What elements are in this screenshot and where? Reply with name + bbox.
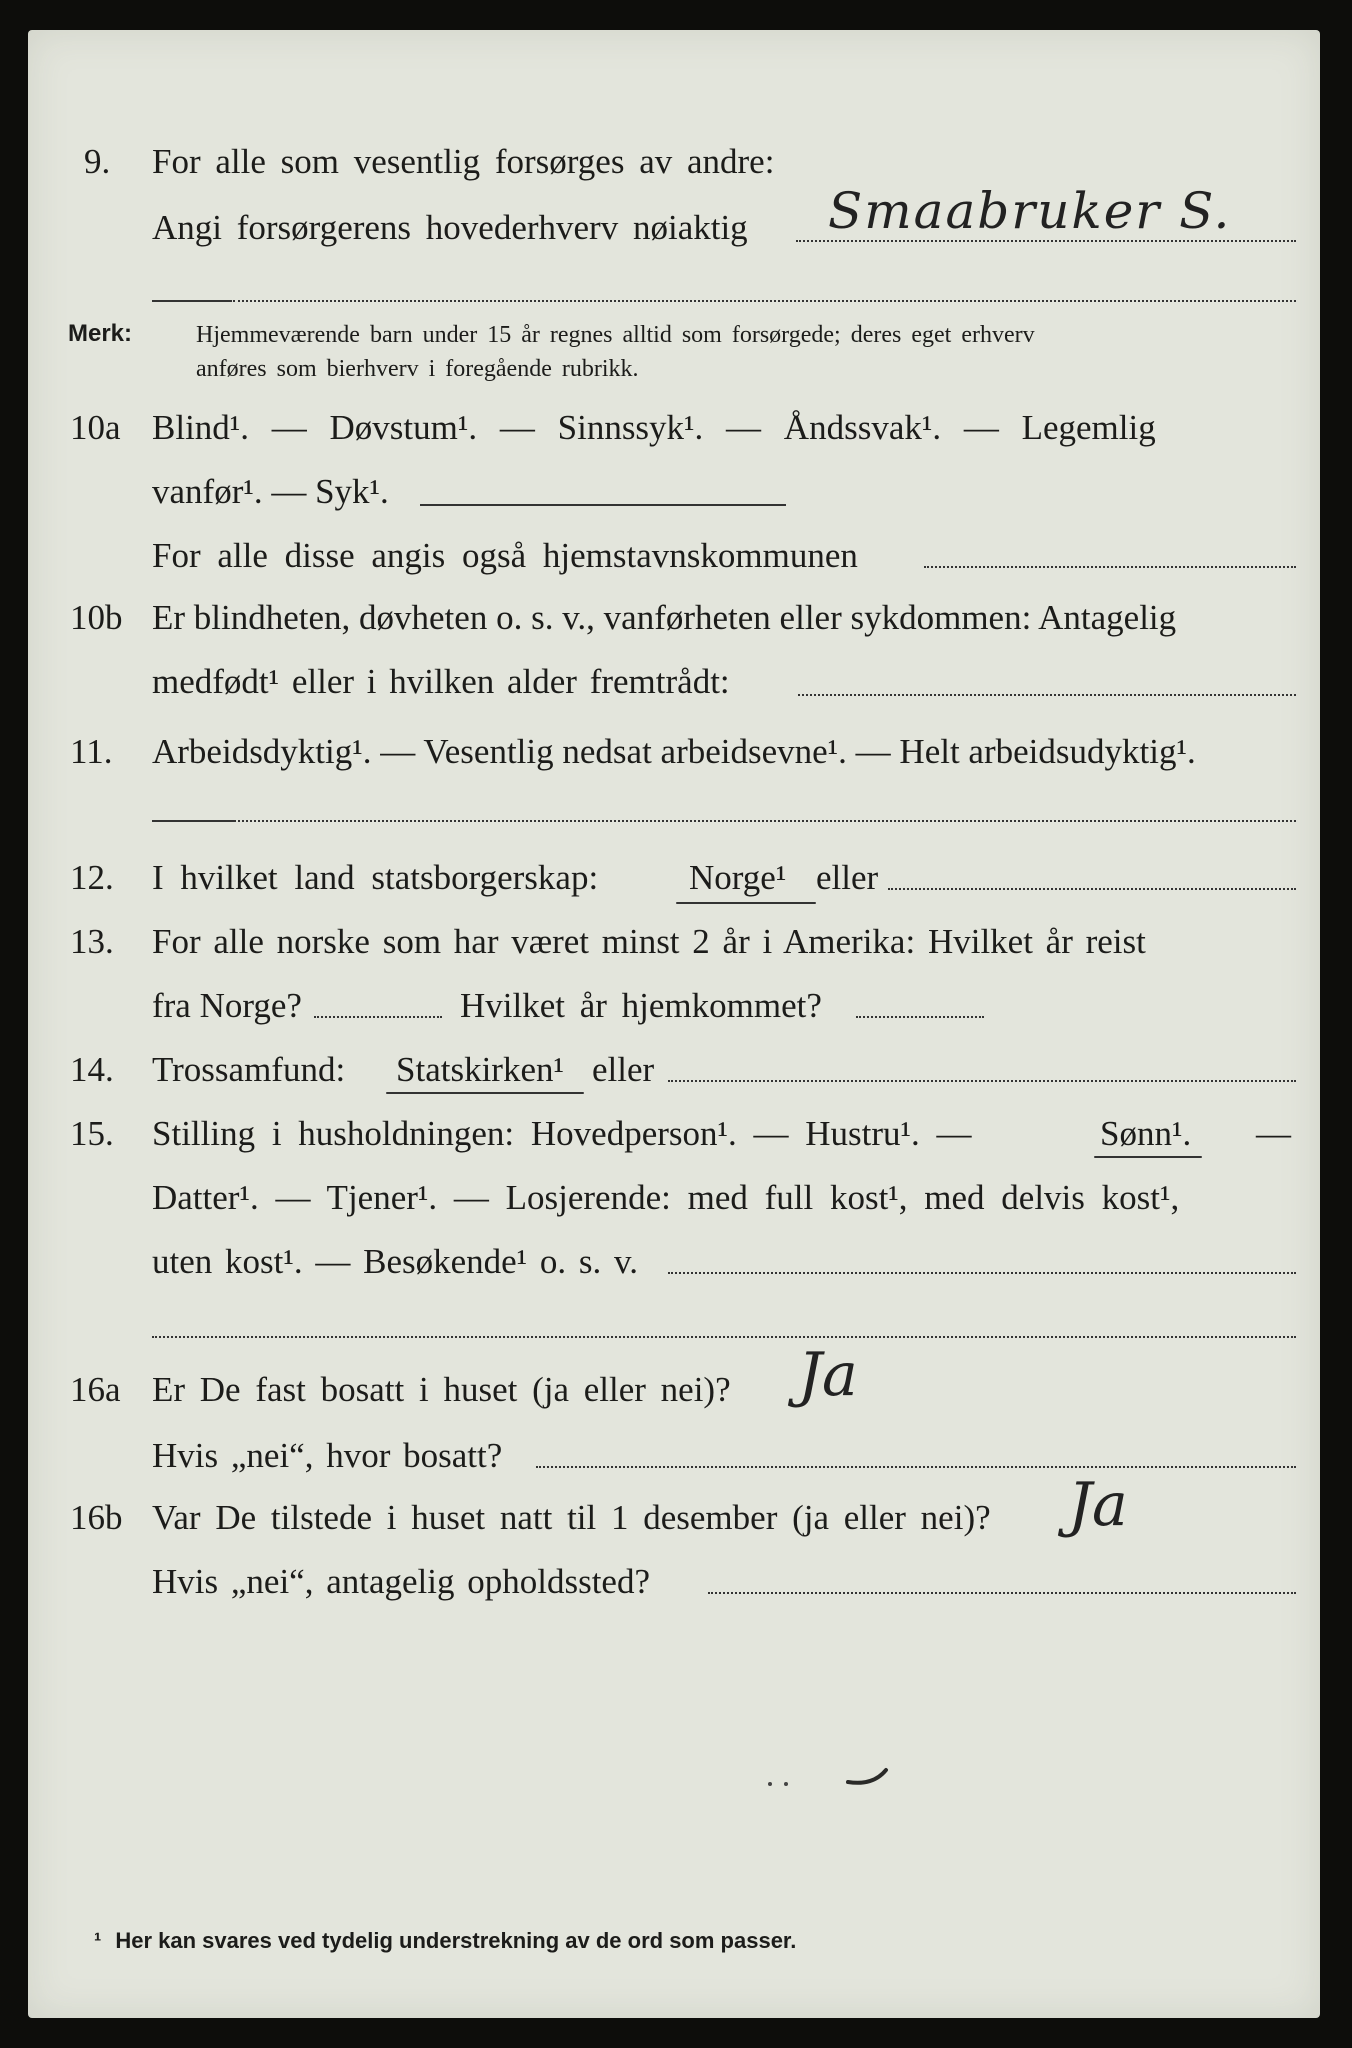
q10b-number: 10b xyxy=(70,598,123,637)
q10a-line1: Blind¹. — Døvstum¹. — Sinnssyk¹. — Åndssvak¹. — Legemlig xyxy=(152,408,1156,447)
q16a-number: 16a xyxy=(70,1370,121,1409)
q14-label: Trossamfund: xyxy=(152,1050,346,1089)
q10b-line2: medfødt¹ eller i hvilken alder fremtrådt: xyxy=(152,662,730,701)
q12-line1: I hvilket land statsborgerskap: xyxy=(152,858,599,897)
q9-number: 9. xyxy=(84,142,111,181)
q11-line1: Arbeidsdyktig¹. — Vesentlig nedsat arbeidsevne¹. — Helt arbeidsudyktig¹. xyxy=(152,732,1196,771)
q13-hjem-line xyxy=(856,1016,984,1018)
q12-eller: eller xyxy=(816,858,879,897)
q9-blank-line-left xyxy=(152,300,232,302)
q15-sonn-underline xyxy=(1094,1156,1202,1158)
q10a-syk-line xyxy=(420,504,786,506)
q12-answer-line xyxy=(888,888,1296,890)
q13-line2b: Hvilket år hjemkommet? xyxy=(460,986,822,1025)
q15-extra-line xyxy=(152,1336,1296,1338)
census-form-page xyxy=(28,30,1320,2018)
q16b-number: 16b xyxy=(70,1498,123,1537)
footnote-text: Her kan svares ved tydelig understrekning av de ord som passer. xyxy=(115,1928,797,1953)
q9-line1: For alle som vesentlig forsørges av andre: xyxy=(152,142,775,181)
q15-line1a: Stilling i husholdningen: Hovedperson¹. — Hustru¹. — xyxy=(152,1114,972,1153)
q16a-line1: Er De fast bosatt i huset (ja eller nei)? xyxy=(152,1370,731,1409)
q16b-answer-line xyxy=(708,1592,1296,1594)
q15-answer-line xyxy=(668,1272,1296,1274)
q12-number: 12. xyxy=(70,858,114,897)
q10a-number: 10a xyxy=(70,408,121,447)
q14-statskirken-underline xyxy=(386,1092,584,1094)
q14-eller: eller xyxy=(592,1050,655,1089)
q16b-handwritten-answer: Ja xyxy=(1068,1470,1128,1540)
merk-label: Merk: xyxy=(68,320,133,347)
q13-number: 13. xyxy=(70,922,114,961)
footnote-mark: ¹ xyxy=(94,1928,102,1953)
merk-line1: Hjemmeværende barn under 15 år regnes alltid som forsørgede; deres eget erhverv xyxy=(196,322,1035,348)
q9-answer-line xyxy=(796,240,1296,242)
q9-line2: Angi forsørgerens hovederhverv nøiaktig xyxy=(152,208,748,247)
q15-sonn: Sønn¹. xyxy=(1100,1114,1192,1153)
q10b-line1: Er blindheten, døvheten o. s. v., vanførheten eller sykdommen: Antagelig xyxy=(152,598,1177,637)
q16a-handwritten-answer: Ja xyxy=(798,1340,858,1410)
q11-number: 11. xyxy=(70,732,113,771)
q10a-line2: vanfør¹. — Syk¹. xyxy=(152,472,389,511)
q15-dash: — xyxy=(1256,1114,1291,1153)
q16a-answer-line xyxy=(536,1466,1296,1468)
q16b-line1: Var De tilstede i huset natt til 1 desember (ja eller nei)? xyxy=(152,1498,991,1537)
q12-norge-underline xyxy=(676,902,816,904)
q10a-line3: For alle disse angis også hjemstavnskommunen xyxy=(152,536,858,575)
q15-line3: uten kost¹. — Besøkende¹ o. s. v. xyxy=(152,1242,639,1281)
q14-statskirken: Statskirken¹ xyxy=(396,1050,564,1089)
q14-answer-line xyxy=(668,1080,1296,1082)
footnote xyxy=(94,1928,796,1954)
q12-norge: Norge¹ xyxy=(689,858,787,897)
q16b-line2: Hvis „nei“, antagelig opholdssted? xyxy=(152,1562,650,1601)
q13-reist-line xyxy=(314,1016,442,1018)
pen-mark xyxy=(758,1760,898,1800)
q9-blank-line xyxy=(233,300,1296,302)
q13-line1: For alle norske som har været minst 2 år i Amerika: Hvilket år reist xyxy=(152,922,1146,961)
q11-line xyxy=(234,820,1296,822)
q9-handwritten-answer: Smaabruker S. xyxy=(828,182,1232,240)
q11-line-left xyxy=(152,820,234,822)
q15-line2: Datter¹. — Tjener¹. — Losjerende: med full kost¹, med delvis kost¹, xyxy=(152,1178,1180,1217)
q10b-answer-line xyxy=(798,694,1296,696)
q14-number: 14. xyxy=(70,1050,114,1089)
q15-number: 15. xyxy=(70,1114,114,1153)
q16a-line2: Hvis „nei“, hvor bosatt? xyxy=(152,1436,503,1475)
merk-line2: anføres som bierhverv i foregående rubrikk. xyxy=(196,356,639,382)
q13-line2a: fra Norge? xyxy=(152,986,302,1025)
q10a-kommune-line xyxy=(924,566,1296,568)
